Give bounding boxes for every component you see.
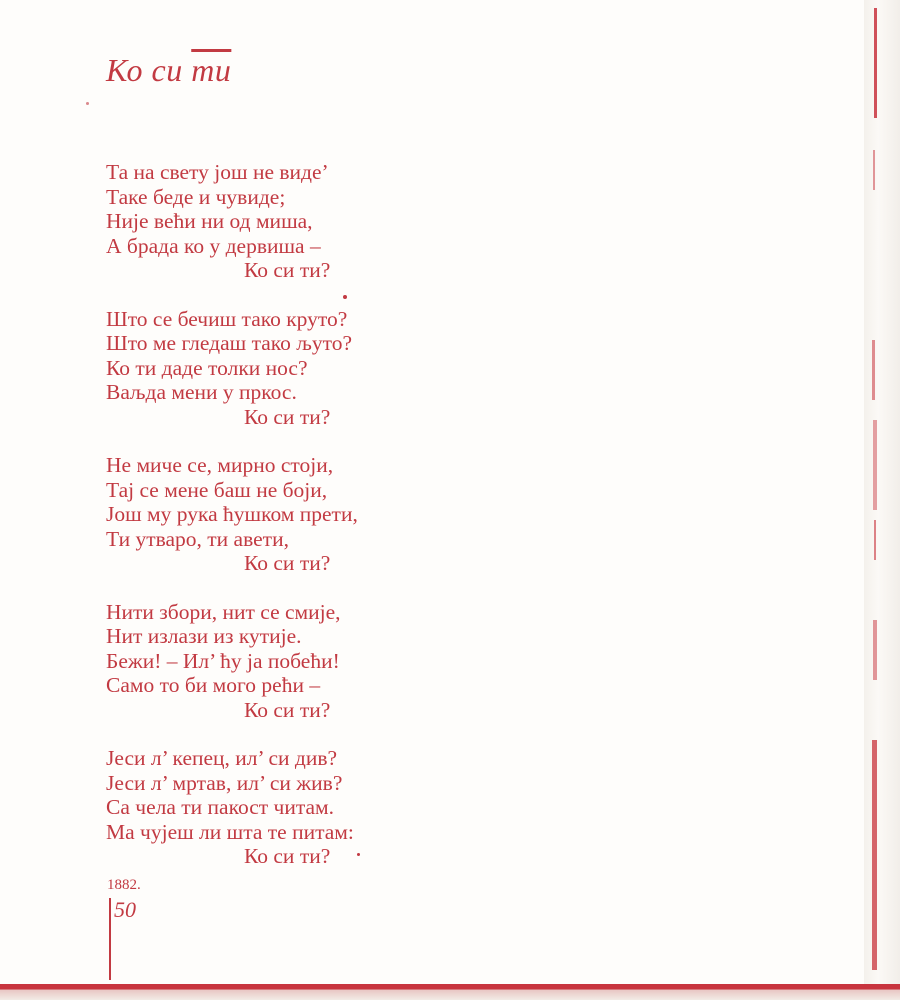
poem-line: Са чела ти пакост читам. bbox=[106, 795, 335, 819]
poem-line: Та на свету још не виде’ bbox=[106, 160, 329, 184]
poem-refrain: Ко си ти? bbox=[244, 258, 331, 282]
page-edge bbox=[864, 0, 900, 1000]
page-number: 50 bbox=[114, 897, 136, 922]
bottom-border bbox=[0, 984, 900, 1000]
poem-line: Ко ти даде толки нос? bbox=[106, 355, 308, 380]
stanza bbox=[106, 453, 426, 576]
poem-line: Само то би мого рећи – bbox=[106, 673, 321, 697]
stanza bbox=[106, 746, 426, 869]
stanza bbox=[106, 307, 426, 430]
poem-line: Не миче се, мирно стоји, bbox=[106, 453, 334, 477]
poem-body bbox=[106, 160, 426, 893]
poem-line: Јеси л’ мртав, ил’ си жив? bbox=[106, 770, 343, 795]
poem-refrain: Ко си ти? bbox=[244, 844, 331, 868]
poem-line: Није већи ни од миша, bbox=[106, 209, 313, 233]
poem-line: Још му рука ћушком прети, bbox=[106, 502, 358, 526]
poem-line: Ти утваро, ти авети, bbox=[106, 526, 289, 551]
poem-line: Таке беде и чувиде; bbox=[106, 184, 286, 209]
poem-line: Што се бечиш тако круто? bbox=[106, 306, 348, 331]
stanza bbox=[106, 600, 426, 723]
poem-line: Јеси л’ кепец, ил’ си див? bbox=[106, 746, 338, 770]
poem-line: Нит излази из кутије. bbox=[106, 624, 302, 648]
poem-line: Ваљда мени у пркос. bbox=[106, 380, 297, 404]
poem-line: Што ме гледаш тако љуто? bbox=[106, 331, 353, 355]
poem-line: Тај се мене баш не боји, bbox=[106, 477, 328, 502]
poem-refrain: Ко си ти? bbox=[244, 697, 331, 722]
poem-line: А брада ко у дервиша – bbox=[106, 233, 321, 258]
stanza bbox=[106, 160, 426, 283]
poem-line: Бежи! – Ил’ ћу ја побећи! bbox=[106, 648, 340, 673]
poem-line: Нити збори, нит се смије, bbox=[106, 599, 341, 624]
poem-line: Ма чујеш ли шта те питам: bbox=[106, 819, 354, 844]
edge-decoration bbox=[864, 0, 900, 1000]
poem-year: 1882. bbox=[107, 877, 141, 893]
poem-refrain: Ко си ти? bbox=[244, 551, 331, 575]
poem-title: Ко си ти bbox=[106, 52, 232, 88]
poem-refrain: Ко си ти? bbox=[244, 404, 331, 429]
folio-rule bbox=[109, 898, 111, 980]
stray-mark bbox=[86, 102, 89, 105]
